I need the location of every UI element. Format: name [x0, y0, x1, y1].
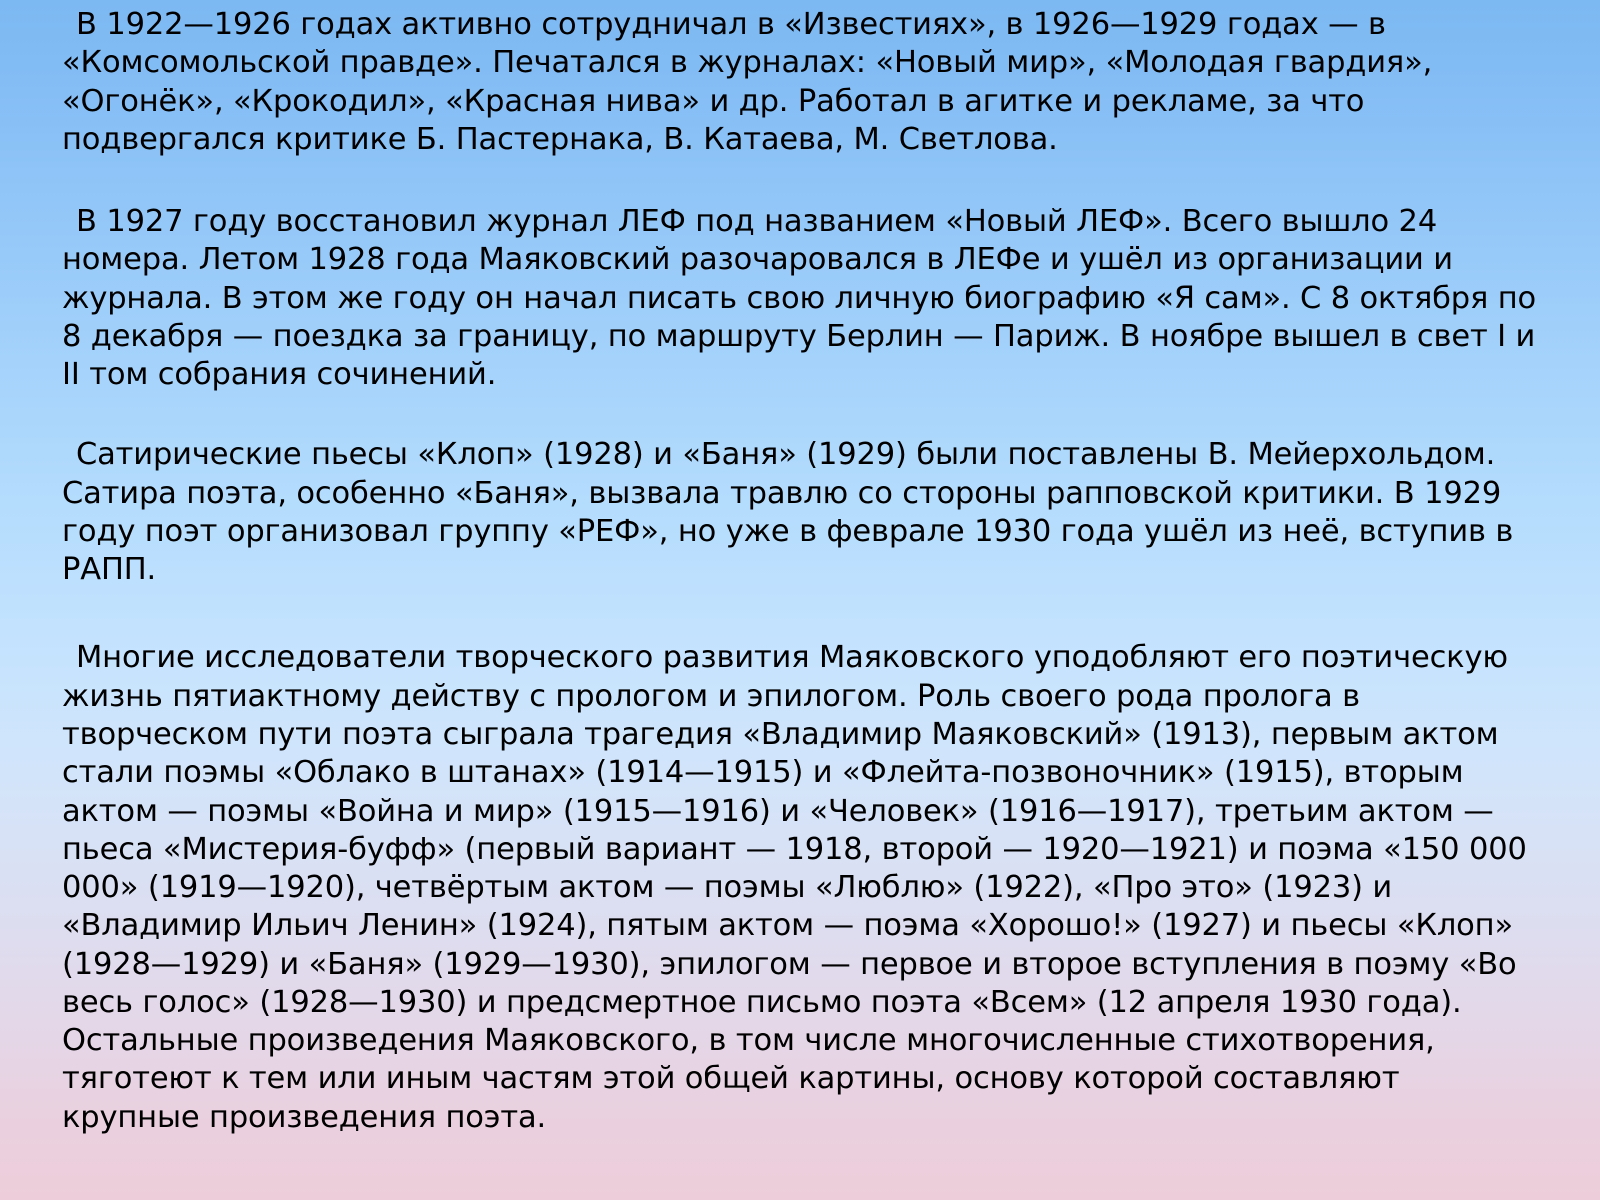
- paragraph-1: В 1922—1926 годах активно сотрудничал в «Известиях», в 1926—1929 годах — в «Комсомольской правде». Печатался в журналах: «Новый мир», «Молодая гвардия», «Огонёк», «Крокодил», «Красная нива» и др. Работал в агитке и рекламе, за что подвергался критике Б. Пастернака, В. Катаева, М. Светлова.: [62, 7, 1433, 157]
- paragraph-4: Многие исследователи творческого развития Маяковского уподобляют его поэтическую жизнь пятиактному действу с прологом и эпилогом. Роль своего рода пролога в творческом пути поэта сыграла трагедия «Владимир Маяковский» (1913), первым актом стали поэмы «Облако в штанах» (1914—1915) и «Флейта-позвоночник» (1915), вторым актом — поэмы «Война и мир» (1915—1916) и «Человек» (1916—1917), третьим актом — пьеса «Мистерия-буфф» (первый вариант — 1918, второй — 1920—1921) и поэма «150 000 000» (1919—1920), четвёртым актом — поэмы «Люблю» (1922), «Про это» (1923) и «Владимир Ильич Ленин» (1924), пятым актом — поэма «Хорошо!» (1927) и пьесы «Клоп» (1928—1929) и «Баня» (1929—1930), эпилогом — первое и второе вступления в поэму «Во весь голос» (1928—1930) и предсмертное письмо поэта «Всем» (12 апреля 1930 года). Остальные произведения Маяковского, в том числе многочисленные стихотворения, тяготеют к тем или иным частям этой общей картины, основу которой составляют крупные произведения поэта.: [62, 640, 1527, 1135]
- paragraph-3: Сатирические пьесы «Клоп» (1928) и «Баня» (1929) были поставлены В. Мейерхольдом. Сатира поэта, особенно «Баня», вызвала травлю со стороны рапповской критики. В 1929 году поэт организовал группу «РЕФ», но уже в феврале 1930 года ушёл из неё, вступив в РАПП.: [62, 437, 1514, 588]
- slide-body-text: [62, 6, 1538, 1137]
- paragraph-2: В 1927 году восстановил журнал ЛЕФ под названием «Новый ЛЕФ». Всего вышло 24 номера. Летом 1928 года Маяковский разочаровался в ЛЕФе и ушёл из организации и журнала. В этом же году он начал писать свою личную биографию «Я сам». С 8 октября по 8 декабря — поездка за границу, по маршруту Берлин — Париж. В ноябре вышел в свет I и II том собрания сочинений.: [62, 204, 1537, 393]
